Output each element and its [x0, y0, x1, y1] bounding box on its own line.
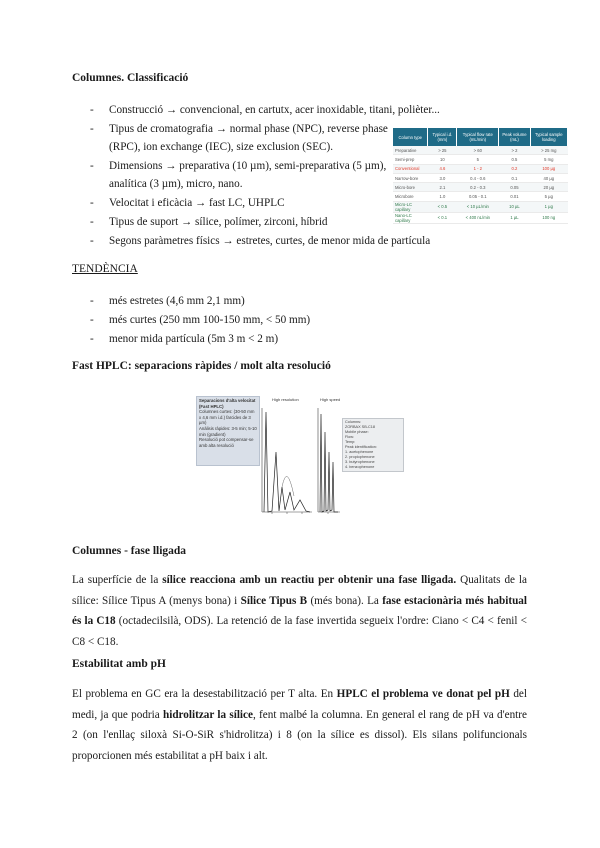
chromatogram-label-high-speed: High speed	[320, 397, 341, 402]
table-row: Microbore 1.0 0.05 - 0.1 0.01 5 µg	[393, 192, 568, 201]
table-header: Typical sample loading	[530, 128, 567, 146]
table-row-highlight: Conventional 4.6 1 - 2 0.2 100 µg	[393, 164, 568, 173]
table-row: Narrow-bore 3.0 0.4 - 0.6 0.1 40 µg	[393, 173, 568, 182]
fast-hplc-info-box: Separacions d'alta velocitat (Fast HPLC) Columnes curtes: (30-50 mm x 4,6 mm i.d.) farcides de 3 µm) Anàlisis ràpides: 3-5 min; 5-10 min (gradient) Resolució pot compensar-se amb alta resolució	[196, 396, 260, 466]
paragraph-estabilitat: El problema en GC era la desestabilització per T alta. En HPLC el problema ve donat pel pH del medi, ja que podria hidrolitzar la sílice, fent malbé la columna. En general el rang de pH va d'entre 2 (on l'enllaç siloxà Si-O-SiR s'hidrolitza) i 8 (on la sílice es dissol). Els silans polifuncionals proporcionen més estabilitat a pH baix i alt.	[72, 688, 528, 762]
column-types-table	[393, 128, 568, 224]
table-row: Semi-prep 10 5 0.5 5 mg	[393, 155, 568, 164]
chromatogram-legend: Columns: ZORBAX SB-C18 Mobile phase: Flow: Temp: Peak identification: 1. acetophenone 2. propiophenone 3. butyrophenone 4. benzophenone	[342, 418, 404, 472]
section-title-tendencia: TENDÈNCIA	[72, 263, 138, 275]
table-header: Typical i.d. (mm)	[428, 128, 457, 146]
paragraph-fase-lligada: La superfície de la sílice reacciona amb un reactiu per obtenir una fase lligada. Qualitats de la sílice: Sílice Tipus A (menys bona) i Sílice Tipus B (més bona). La fase estacionària més habitual és la C18 (octadecilsilà, ODS). La retenció de la fase invertida segueix l'ordre: Ciano < C4 < fenil < C8 < C18.	[72, 574, 527, 648]
table-row: Nano-LC capillary < 0.1 < 400 nL/min 1 µL 100 ng	[393, 212, 568, 223]
section-title-estabilitat: Estabilitat amb pH	[72, 658, 166, 670]
table-header: Typical flow rate (mL/min)	[457, 128, 499, 146]
fast-hplc-figure	[190, 392, 414, 524]
table-row: Micro-LC capillary < 0.5 < 10 µL/min 10 µL 1 µg	[393, 201, 568, 212]
table-header: Column type	[393, 128, 428, 146]
table-header: Peak volume (mL)	[499, 128, 530, 146]
table-header-row	[393, 128, 568, 146]
section-title-columnes: Columnes. Classificació	[72, 72, 189, 84]
chromatogram-label-high-resolution: High resolution	[272, 397, 299, 402]
table-row: Micro-bore 2.1 0.2 - 0.3 0.05 20 µg	[393, 183, 568, 192]
section-title-fast-hplc: Fast HPLC: separacions ràpides / molt alta resolució	[72, 360, 331, 372]
section-title-fase-lligada: Columnes - fase lligada	[72, 545, 187, 557]
table-row: Preparative > 25 > 60 > 2 > 25 mg	[393, 146, 568, 155]
